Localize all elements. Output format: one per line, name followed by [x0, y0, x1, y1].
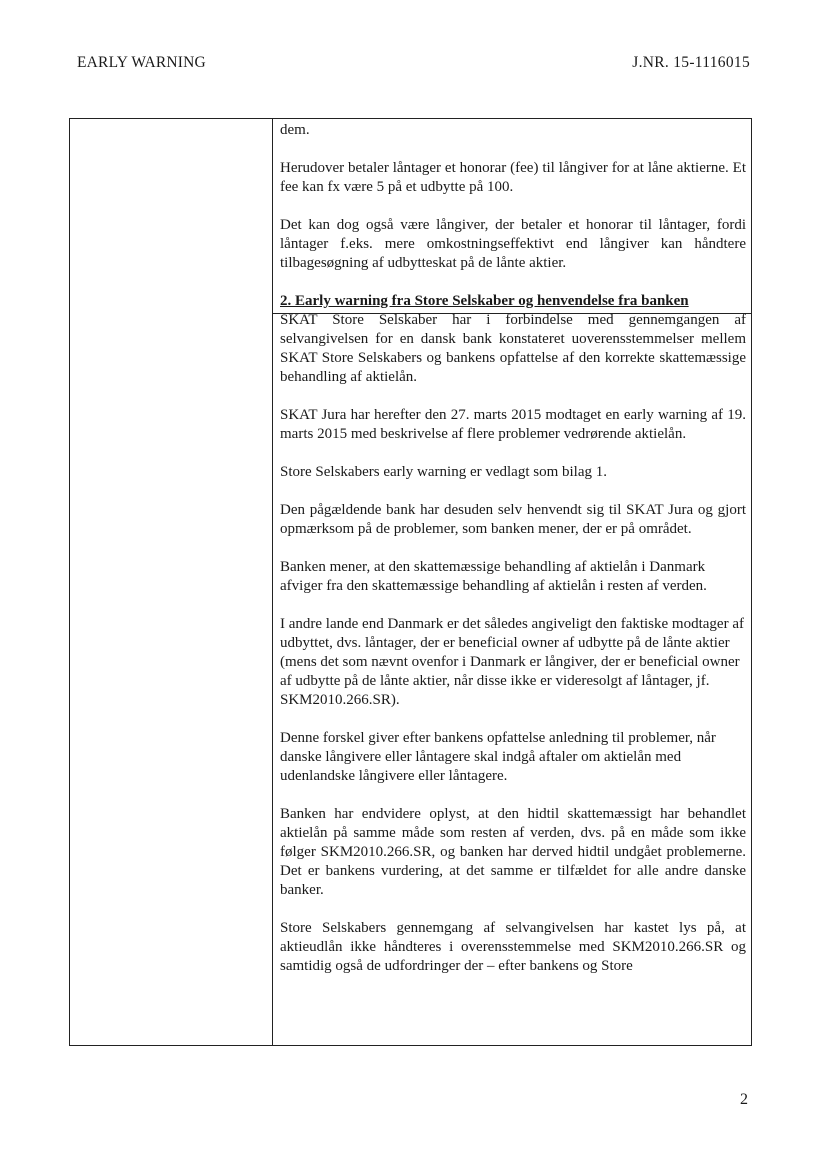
content-column: [280, 121, 746, 976]
paragraph: I andre lande end Danmark er det således angiveligt den faktiske modtager af udbyttet, dvs. låntager, der er beneficial owner af udbytte på de lånte aktier (mens det som nævnt ovenfor i Danmark er långiver, der er beneficial owner af udbytte på de lånte aktier, når disse ikke er videresolgt af låntager, jf. SKM2010.266.SR).: [280, 616, 744, 708]
paragraph: Store Selskabers gennemgang af selvangivelsen har kastet lys på, at aktieudlån ikke håndteres i overensstemmelse med SKM2010.266.SR og samtidig også de udfordringer der – efter bankens og Store: [280, 920, 746, 974]
paragraph: Banken mener, at den skattemæssige behandling af aktielån i Danmark afviger fra den skattemæssige behandling af aktielån i resten af verden.: [280, 559, 707, 594]
paragraph: SKAT Store Selskaber har i forbindelse med gennemgangen af selvangivelsen for en dansk bank konstateret uoverensstemmelser mellem SKAT Store Selskabers og bankens opfattelse af den korrekte skattemæssige behandling af aktielån.: [280, 312, 746, 385]
section-heading: 2. Early warning fra Store Selskaber og henvendelse fra banken: [280, 293, 689, 309]
header-left: EARLY WARNING: [77, 54, 206, 71]
paragraph: Den pågældende bank har desuden selv henvendt sig til SKAT Jura og gjort opmærksom på de problemer, som banken mener, der er på området.: [280, 502, 746, 537]
paragraph: Det kan dog også være långiver, der betaler et honorar til låntager, fordi låntager f.eks. mere omkostningseffektivt end långiver kan håndtere tilbagesøgning af udbytteskat på de lånte aktier.: [280, 217, 746, 271]
paragraph: Herudover betaler låntager et honorar (fee) til långiver for at låne aktierne. Et fee kan fx være 5 på et udbytte på 100.: [280, 160, 746, 195]
paragraph: dem.: [280, 122, 310, 138]
column-divider: [272, 118, 273, 1046]
page-number: 2: [740, 1091, 748, 1108]
header-right: J.NR. 15-1116015: [632, 54, 750, 71]
paragraph: Denne forskel giver efter bankens opfattelse anledning til problemer, når danske långivere eller låntagere skal indgå aftaler om aktielån med udenlandske långivere eller låntagere.: [280, 730, 716, 784]
paragraph: SKAT Jura har herefter den 27. marts 2015 modtaget en early warning af 19. marts 2015 med beskrivelse af flere problemer vedrørende aktielån.: [280, 407, 746, 442]
paragraph: Banken har endvidere oplyst, at den hidtil skattemæssigt har behandlet aktielån på samme måde som resten af verden, dvs. på en måde som ikke følger SKM2010.266.SR, og banken har derved hidtil undgået problemerne. Det er bankens vurdering, at det samme er tilfældet for alle andre danske banker.: [280, 806, 746, 898]
paragraph: Store Selskabers early warning er vedlagt som bilag 1.: [280, 464, 607, 480]
